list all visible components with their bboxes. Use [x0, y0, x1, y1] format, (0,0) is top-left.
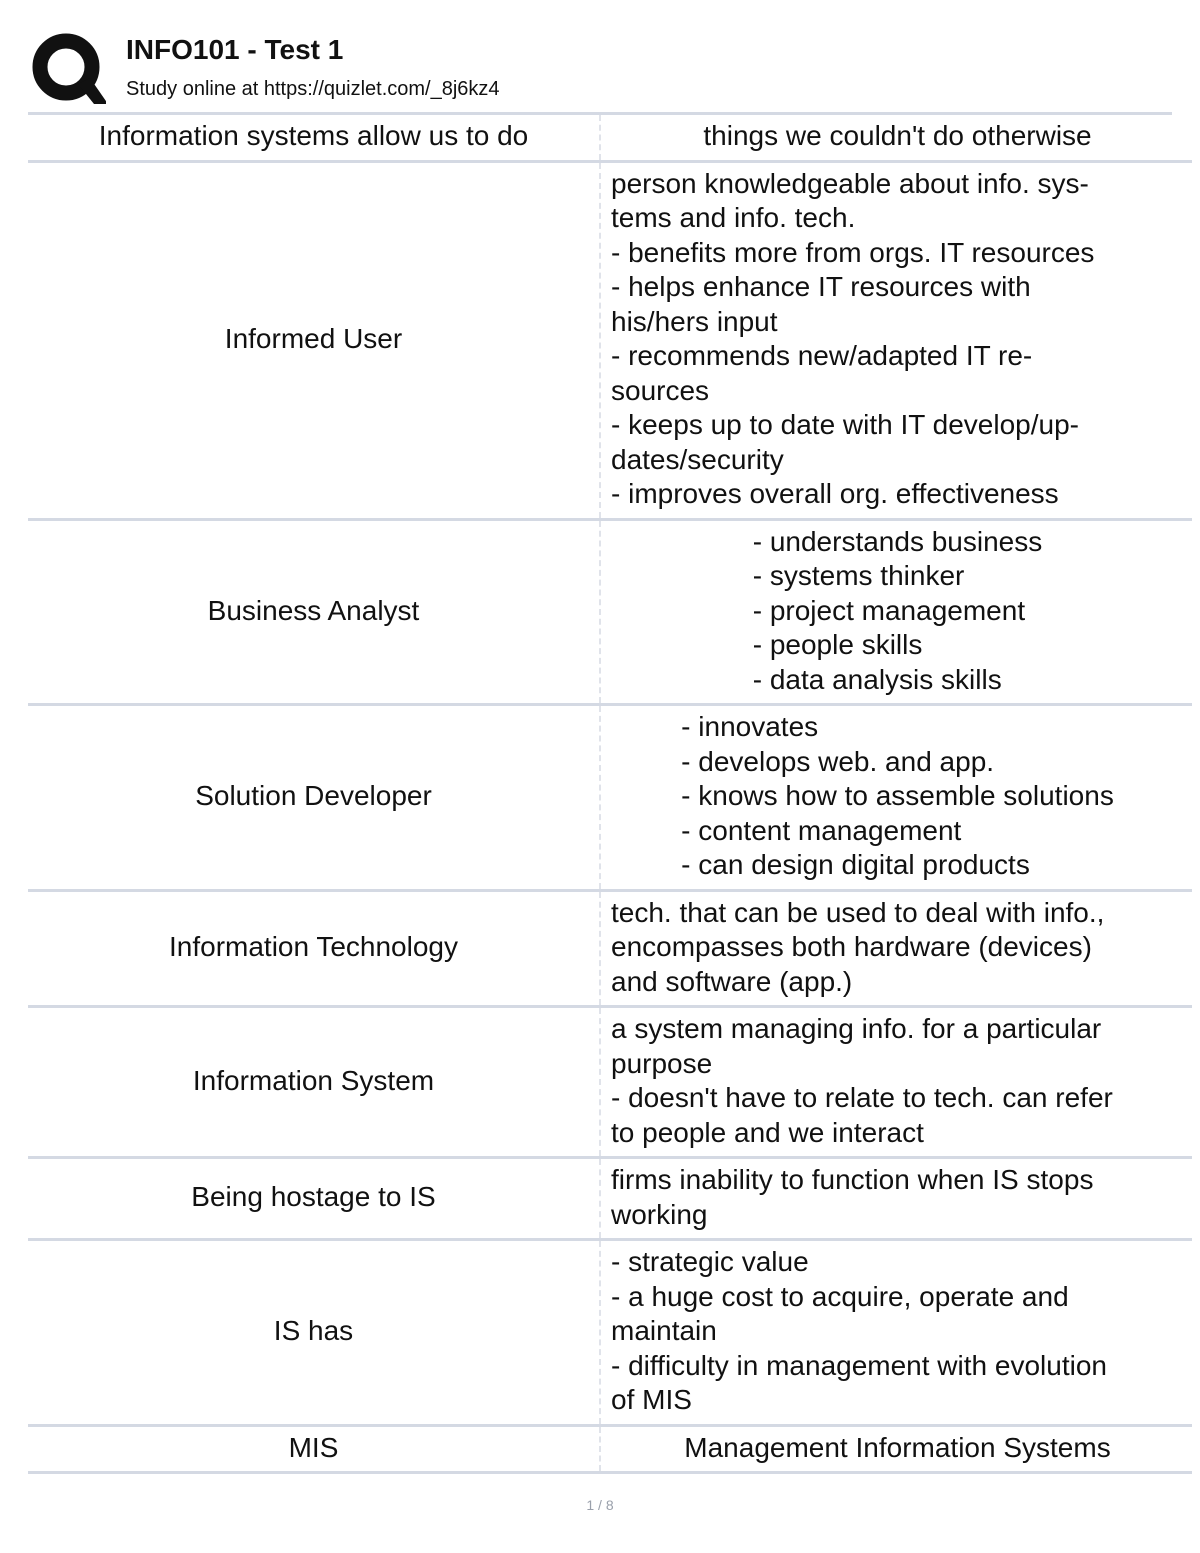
definition-line: his/hers input	[611, 305, 778, 337]
definition-line: a system managing info. for a particular	[611, 1013, 1102, 1044]
flashcard-row	[28, 1007, 1192, 1158]
study-link-text: Study online at https://quizlet.com/_8j6kz4	[126, 78, 500, 100]
definition-line: - doesn't have to relate to tech. can refer	[611, 1082, 1113, 1113]
definition-line: encompasses both hardware (devices)	[611, 931, 1092, 962]
definition-line: Management Information Systems	[684, 1431, 1111, 1463]
card-term: Information systems allow us to do	[28, 115, 600, 161]
flashcard-row	[28, 705, 1192, 891]
definition-line: - improves overall org. effectiveness	[611, 478, 1059, 509]
definition-line: working	[611, 1198, 708, 1230]
definition-line: things we couldn't do otherwise	[703, 120, 1092, 151]
card-definition	[600, 1240, 1192, 1426]
card-definition	[600, 705, 1192, 891]
card-term: IS has	[28, 1240, 600, 1426]
card-definition	[600, 1425, 1192, 1473]
definition-line: - strategic value	[611, 1246, 809, 1277]
definition-line: firms inability to function when IS stops	[611, 1164, 1094, 1195]
definition-line: tems and info. tech.	[611, 202, 856, 233]
definition-line: - benefits more from orgs. IT resources	[611, 236, 1095, 268]
definition-line: dates/security	[611, 443, 784, 475]
definition-line: - develops web. and app.	[681, 745, 995, 777]
definition-line: - project management	[752, 594, 1026, 626]
page-number: 1 / 8	[586, 1497, 614, 1513]
flashcard-row	[28, 1240, 1192, 1426]
card-definition	[600, 115, 1192, 161]
flashcard-row	[28, 519, 1192, 705]
definition-line: - data analysis skills	[752, 663, 1002, 695]
definition-line: - knows how to assemble solutions	[681, 780, 1114, 811]
card-term: MIS	[28, 1425, 600, 1473]
definition-line: of MIS	[611, 1384, 692, 1415]
definition-line: tech. that can be used to deal with info.,	[611, 896, 1105, 928]
definition-line: - keeps up to date with IT develop/up-	[611, 409, 1079, 440]
card-term: Informed User	[28, 161, 600, 519]
definition-line: maintain	[611, 1315, 717, 1346]
card-term: Being hostage to IS	[28, 1158, 600, 1240]
quizlet-logo-icon	[30, 30, 106, 106]
definition-line: - people skills	[752, 629, 923, 660]
card-definition	[600, 1158, 1192, 1240]
card-definition	[600, 161, 1192, 519]
definition-line: - can design digital products	[681, 849, 1030, 880]
definition-line: - a huge cost to acquire, operate and	[611, 1280, 1069, 1312]
definition-list	[681, 710, 1114, 883]
page-title: INFO101 - Test 1	[126, 34, 344, 65]
definition-line: - understands business	[752, 525, 1043, 557]
flashcard-row	[28, 1158, 1192, 1240]
flashcard-row	[28, 161, 1192, 519]
card-definition	[600, 890, 1192, 1007]
flashcard-table	[28, 115, 1192, 1474]
definition-line: to people and we interact	[611, 1116, 924, 1148]
definition-line: - innovates	[681, 711, 819, 742]
card-definition	[600, 519, 1192, 705]
definition-line: sources	[611, 374, 710, 406]
definition-line: - helps enhance IT resources with	[611, 271, 1031, 302]
definition-line: - content management	[681, 814, 962, 846]
definition-line: person knowledgeable about info. sys-	[611, 167, 1089, 199]
card-term: Business Analyst	[28, 519, 600, 705]
flashcard-row	[28, 890, 1192, 1007]
definition-line: purpose	[611, 1047, 713, 1079]
card-definition	[600, 1007, 1192, 1158]
card-term: Information System	[28, 1007, 600, 1158]
flashcard-row	[28, 1425, 1192, 1473]
definition-line: - recommends new/adapted IT re-	[611, 340, 1033, 371]
flashcard-row	[28, 115, 1192, 161]
definition-list	[753, 525, 1043, 698]
card-term: Solution Developer	[28, 705, 600, 891]
page-header	[28, 28, 1172, 112]
definition-line: - difficulty in management with evolution	[611, 1349, 1107, 1381]
definition-line: and software (app.)	[611, 965, 853, 997]
card-term: Information Technology	[28, 890, 600, 1007]
definition-line: - systems thinker	[752, 560, 965, 591]
